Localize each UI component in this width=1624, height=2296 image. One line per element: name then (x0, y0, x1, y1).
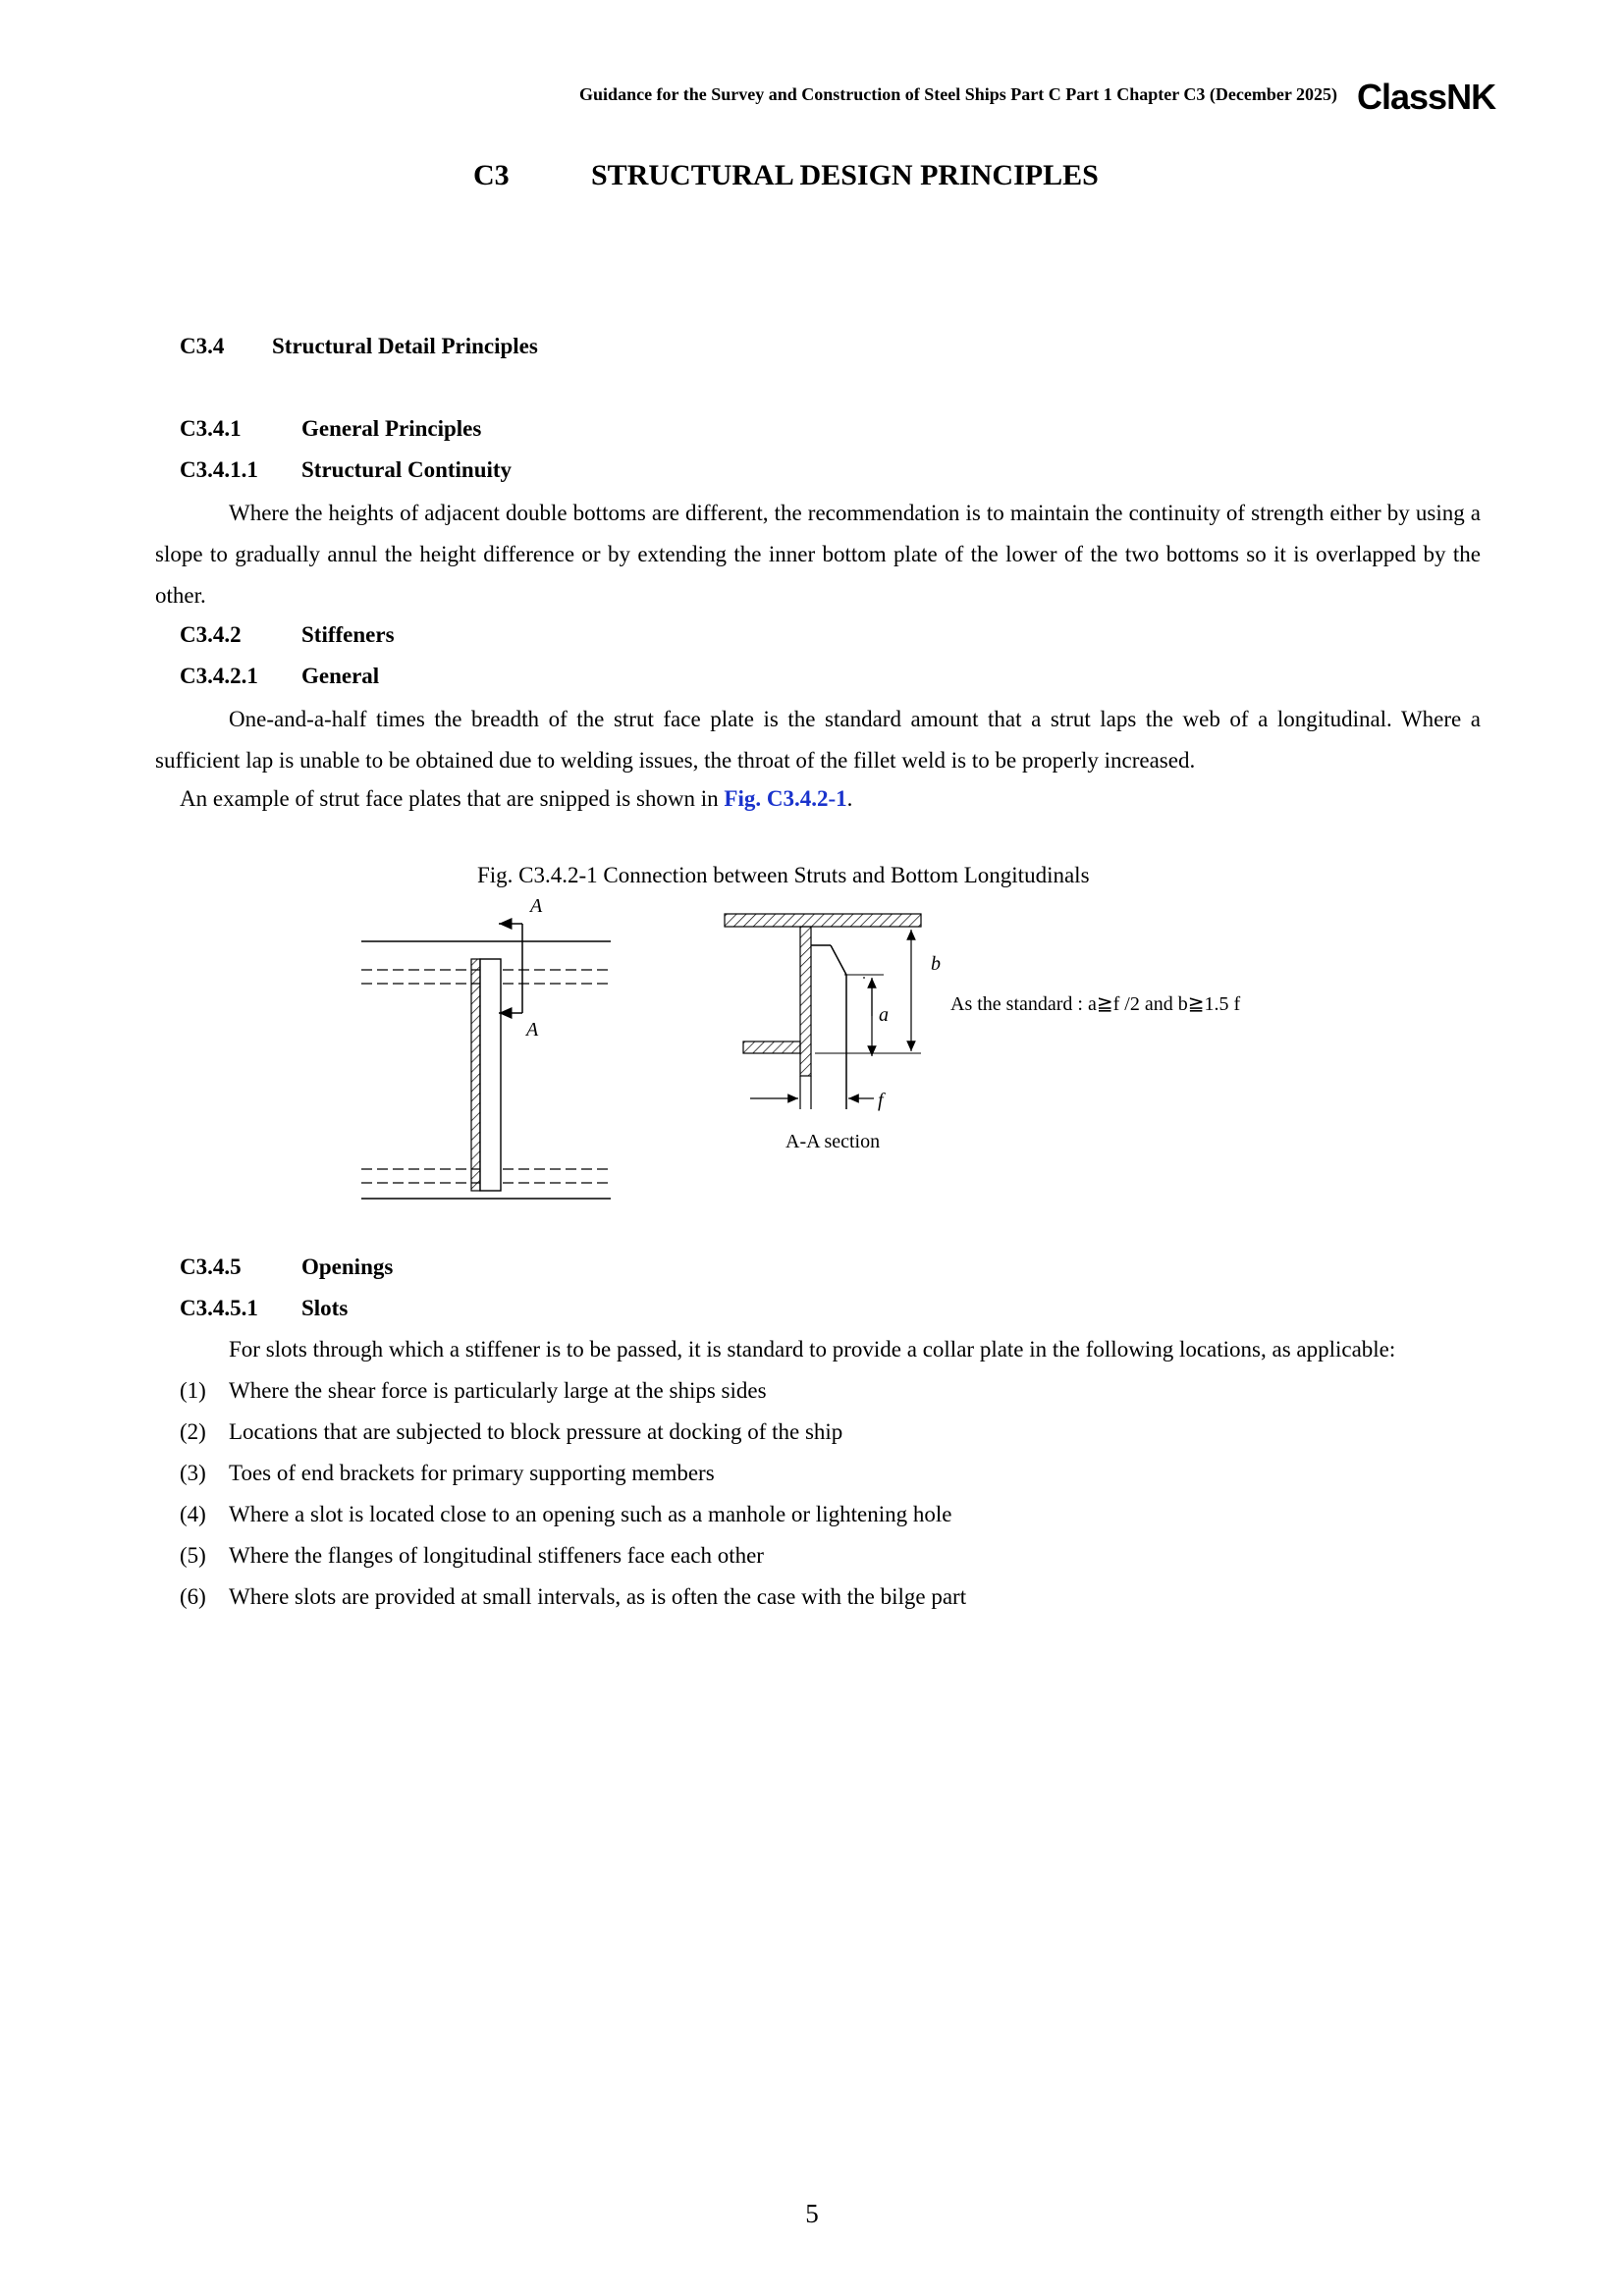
list-number: (2) (180, 1419, 206, 1444)
section-number: C3.4.2.1 (180, 664, 258, 688)
list-text: Locations that are subjected to block pressure at docking of the ship (229, 1419, 843, 1444)
strut-connection-figure (353, 888, 1296, 1212)
list-number: (1) (180, 1378, 206, 1403)
section-mark-a-top: A (530, 895, 543, 917)
section-number: C3.4.1 (180, 416, 242, 441)
running-header (0, 77, 1624, 116)
dimension-label-b: b (931, 953, 941, 975)
section-title: Structural Continuity (301, 457, 513, 482)
figure-link[interactable]: Fig. C3.4.2-1 (724, 786, 847, 811)
section-number: C3.4 (180, 334, 225, 358)
section-label: A-A section (785, 1131, 881, 1152)
list-number: (6) (180, 1584, 206, 1609)
section-mark-a-bottom: A (526, 1019, 539, 1041)
chapter-number: C3 (473, 159, 510, 191)
dimension-label-f: f (878, 1090, 884, 1111)
list-text: Where slots are provided at small intervals, as is often the case with the bilge part (229, 1584, 967, 1609)
list-text: Where the flanges of longitudinal stiffeners face each other (229, 1543, 764, 1568)
figure-reference-sentence (180, 786, 852, 812)
chapter-name: STRUCTURAL DESIGN PRINCIPLES (591, 159, 1099, 191)
section-title: Openings (301, 1255, 394, 1279)
paragraph-structural-continuity (155, 493, 1481, 616)
reference-suffix: . (846, 786, 853, 811)
paragraph-stiffeners-general (155, 699, 1481, 781)
section-number: C3.4.1.1 (180, 457, 258, 482)
section-number: C3.4.2 (180, 622, 242, 647)
paragraph-text: One-and-a-half times the breadth of the strut face plate is the standard amount that a strut laps the web of a longitudinal. Where a sufficient lap is unable to be obtained due to welding issues, the throat of the fillet weld is to be properly increased. (155, 707, 1481, 773)
dimension-label-a: a (879, 1004, 889, 1026)
plan-view (361, 895, 611, 1199)
section-title: Slots (301, 1296, 349, 1320)
paragraph-slots: For slots through which a stiffener is to be passed, it is standard to provide a collar plate in the following locations, as applicable: (229, 1337, 1396, 1362)
list-text: Toes of end brackets for primary supporting members (229, 1461, 715, 1485)
section-title: Stiffeners (301, 622, 395, 647)
page-number: 5 (805, 2199, 819, 2228)
section-number: C3.4.5.1 (180, 1296, 258, 1320)
section-view (725, 914, 941, 1152)
section-title: Structural Detail Principles (272, 334, 538, 358)
list-number: (4) (180, 1502, 206, 1526)
section-title: General (301, 664, 380, 688)
section-number: C3.4.5 (180, 1255, 242, 1279)
list-number: (5) (180, 1543, 206, 1568)
paragraph-text: Where the heights of adjacent double bottoms are different, the recommendation is to maintain the continuity of strength either by using a slope to gradually annul the height difference or by extending the inner bottom plate of the lower of the two bottoms so it is overlapped by the other. (155, 501, 1481, 608)
list-text: Where the shear force is particularly large at the ships sides (229, 1378, 767, 1403)
section-title: General Principles (301, 416, 482, 441)
standard-requirement: As the standard : a≧f /2 and b≧1.5 f (950, 993, 1241, 1015)
list-text: Where a slot is located close to an opening such as a manhole or lightening hole (229, 1502, 952, 1526)
reference-prefix: An example of strut face plates that are snipped is shown in (180, 786, 725, 811)
list-number: (3) (180, 1461, 206, 1485)
figure-caption: Fig. C3.4.2-1 Connection between Struts and Bottom Longitudinals (477, 863, 1090, 887)
running-title: Guidance for the Survey and Construction of Steel Ships Part C Part 1 Chapter C3 (December 2025) (579, 84, 1337, 104)
classnk-logo: ClassNK (1357, 77, 1496, 117)
